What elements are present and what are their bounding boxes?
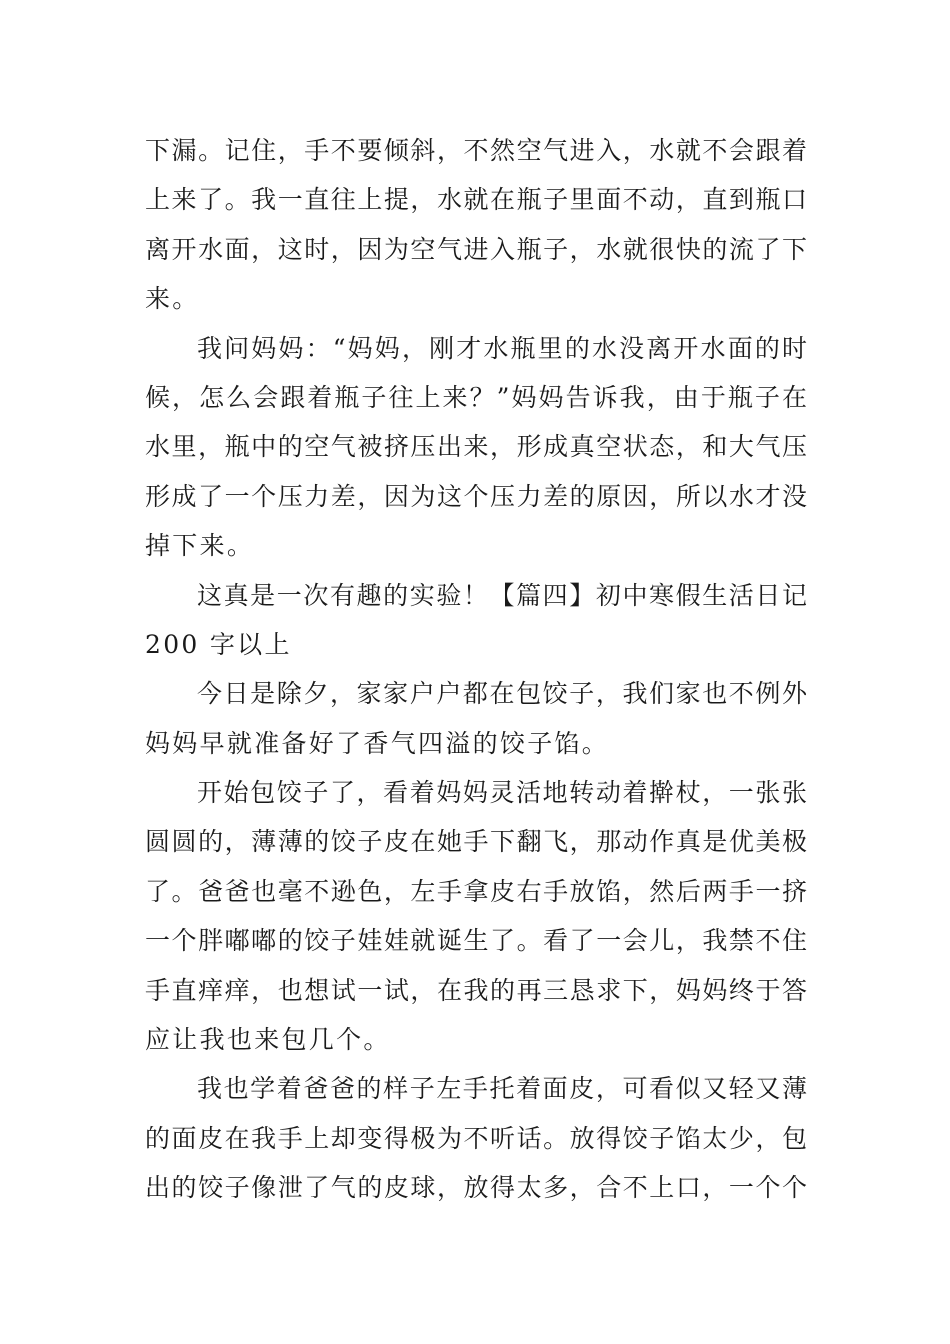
text-line: 下漏。记住，手不要倾斜，不然空气进入，水就不会跟着 (145, 136, 807, 165)
text-line: 200 字以上 (145, 629, 292, 659)
text-line: 掉下来。 (145, 531, 255, 561)
text-line: 我问妈妈：“妈妈，刚才水瓶里的水没离开水面的时 (197, 333, 807, 363)
text-line: 一个胖嘟嘟的饺子娃娃就诞生了。看了一会儿，我禁不住 (145, 926, 807, 956)
text-line: 候，怎么会跟着瓶子往上来？”妈妈告诉我，由于瓶子在 (145, 382, 807, 412)
text-line: 开始包饺子了，看着妈妈灵活地转动着擀杖，一张张 (197, 778, 807, 808)
text-line: 出的饺子像泄了气的皮球，放得太多，合不上口，一个个 (145, 1173, 807, 1203)
text-line: 形成了一个压力差，因为这个压力差的原因，所以水才没 (145, 481, 807, 511)
text-line: 水里，瓶中的空气被挤压出来，形成真空状态，和大气压 (145, 432, 807, 462)
text-line: 了。爸爸也毫不逊色，左手拿皮右手放馅，然后两手一挤 (145, 876, 807, 906)
text-line: 的面皮在我手上却变得极为不听话。放得饺子馅太少，包 (145, 1123, 807, 1153)
text-line: 上来了。我一直往上提，水就在瓶子里面不动，直到瓶口 (145, 185, 807, 215)
text-line: 今日是除夕，家家户户都在包饺子，我们家也不例外 (197, 679, 807, 709)
text-line: 妈妈早就准备好了香气四溢的饺子馅。 (145, 728, 610, 758)
text-line: 我也学着爸爸的样子左手托着面皮，可看似又轻又薄 (197, 1074, 807, 1104)
text-line: 离开水面，这时，因为空气进入瓶子，水就很快的流了下 (145, 234, 807, 264)
text-line: 圆圆的，薄薄的饺子皮在她手下翻飞，那动作真是优美极 (145, 827, 807, 857)
text-line: 来。 (145, 284, 200, 314)
document-body (145, 126, 807, 1213)
text-line: 手直痒痒，也想试一试，在我的再三恳求下，妈妈终于答 (145, 975, 807, 1005)
text-line: 这真是一次有趣的实验！【篇四】初中寒假生活日记 (197, 580, 807, 610)
text-line: 应让我也来包几个。 (145, 1025, 391, 1055)
